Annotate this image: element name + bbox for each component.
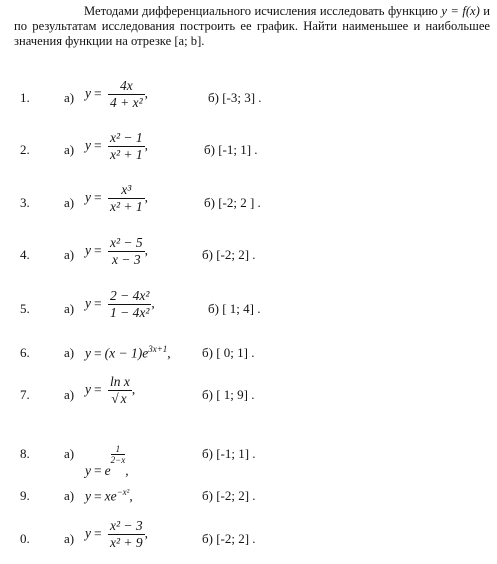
intro-rest: и по результатам исследования построить ее график. Найти наименьшее и наибольшее значения функции на отрезке [a; b]. [14,4,490,48]
fraction: $\frac{\text{x² − 3}}{\text{x² + 9}}$ [110,518,143,550]
interval-b: б) [-2; 2] . [202,488,256,503]
task-number: 7. [20,387,30,402]
task-formula: y = $\frac{\text{ln x}}{√ x}$ , [85,374,136,406]
interval-b: б) [-2; 2] . [202,531,256,546]
task-row [0,180,497,230]
part-a-label: а) [64,195,75,210]
task-row [0,128,497,178]
task-number: 8. [20,446,30,461]
interval-b: б) [-2; 2] . [202,247,256,262]
task-formula: y = $\frac{\text{x² − 5}}{x - 3}$ , [85,235,149,267]
fraction: $\frac{\text{x³}}{\text{x² + 1}}$ [110,182,143,214]
intro-lead: Методами дифференциального исчисления исследовать функцию [84,4,438,18]
task-number: 9. [20,488,30,503]
part-a-label: а) [64,345,75,360]
task-number: 2. [20,142,30,157]
exponent-fraction: $\frac{1}{2-x}$ [110,444,126,465]
interval-b: б) [ 0; 1] . [202,345,255,360]
task-row [0,78,497,128]
task-number: 1. [20,90,30,105]
task-formula: y = $\frac{\text{x² − 1}}{\text{x² + 1}}$ , [85,130,149,162]
part-a-label: а) [64,142,75,157]
task-row [0,286,497,336]
interval-b: б) [ 1; 4] . [208,301,261,316]
task-number: 5. [20,301,30,316]
task-number: 0. [20,531,30,546]
task-formula: y = e $\frac{1}{2-x}$ , [85,444,129,478]
task-number: 6. [20,345,30,360]
intro-function: y = f(x) [441,4,480,18]
part-a-label: а) [64,387,75,402]
task-row [0,428,497,478]
interval-b: б) [-1; 1] . [204,142,258,157]
fraction: $\frac{\text{ln x}}{√ x}$ [110,374,130,406]
task-row [0,514,497,564]
interval-b: б) [ 1; 9] . [202,387,255,402]
interval-b: б) [-3; 3] . [208,90,262,105]
fraction: $\frac{\text{x² − 5}}{x - 3}$ [110,235,143,267]
part-a-label: а) [64,488,75,503]
task-formula: y = $\frac{\text{2 − 4x²}}{\text{1 − 4x²}}$ , [85,288,155,320]
task-intro [14,4,490,48]
part-a-label: а) [64,247,75,262]
part-a-label: а) [64,90,75,105]
task-formula: $y = xe^{-x^2}$, [85,487,133,504]
task-row [0,372,497,422]
task-number: 4. [20,247,30,262]
interval-b: б) [-1; 1] . [202,446,256,461]
task-formula: y = $\frac{4x}{\text{4 + x²}}$ , [85,78,149,110]
part-a-label: а) [64,301,75,316]
fraction: $\frac{\text{x² − 1}}{\text{x² + 1}}$ [110,130,143,162]
task-row [0,233,497,283]
task-formula: $y = (x - 1)e^{3x+1}$, [85,344,171,361]
interval-b: б) [-2; 2 ] . [204,195,261,210]
part-a-label: а) [64,446,75,461]
fraction: $\frac{\text{2 − 4x²}}{\text{1 − 4x²}}$ [110,288,150,320]
task-formula: y = $\frac{\text{x³}}{\text{x² + 1}}$ , [85,182,149,214]
part-a-label: а) [64,531,75,546]
task-number: 3. [20,195,30,210]
fraction: $\frac{4x}{\text{4 + x²}}$ [110,78,143,110]
task-formula: y = $\frac{\text{x² − 3}}{\text{x² + 9}}$ , [85,518,149,550]
